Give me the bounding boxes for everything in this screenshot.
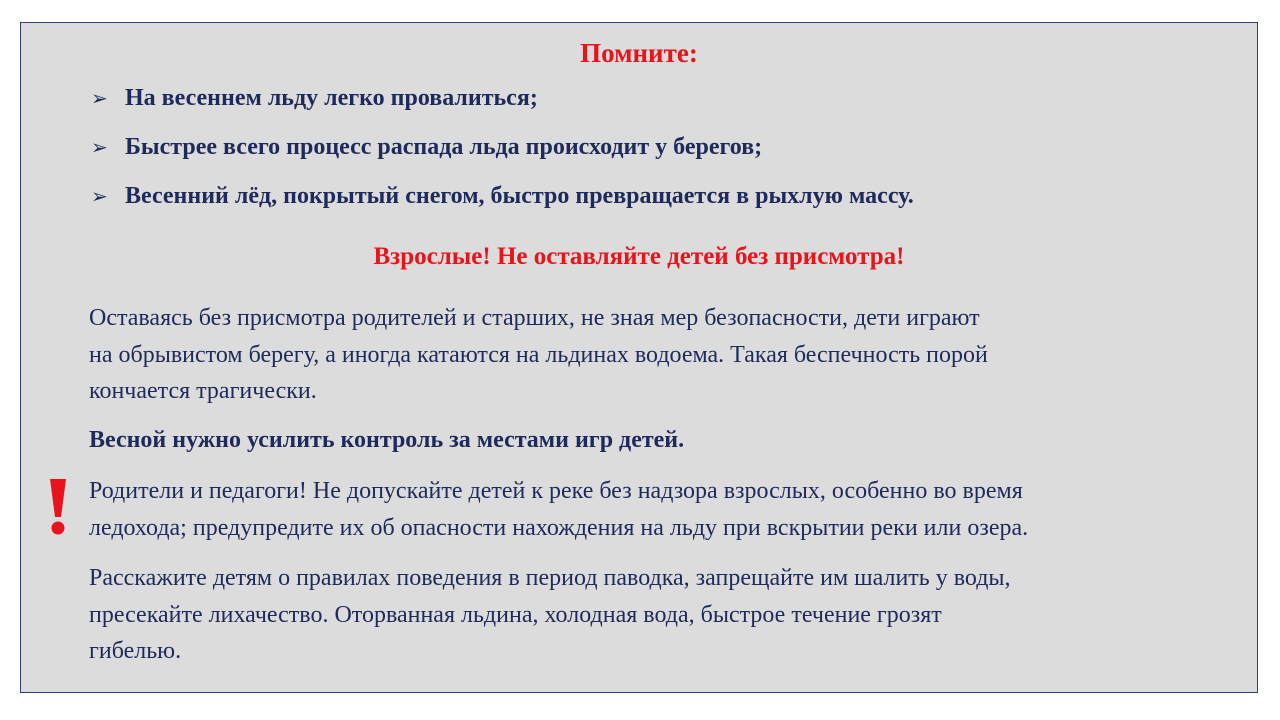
paragraph-control: Весной нужно усилить контроль за местами игр детей.: [89, 427, 685, 453]
list-item: [91, 177, 914, 226]
paragraph-parents: [89, 473, 1209, 546]
exclamation-icon: [45, 477, 71, 537]
arrowhead-bullet-icon: ➢: [91, 135, 108, 159]
bullet-text: На весеннем льду легко провалиться;: [125, 85, 538, 111]
arrowhead-bullet-icon: ➢: [91, 184, 108, 208]
bullet-text: Весенний лёд, покрытый снегом, быстро превращается в рыхлую массу.: [125, 183, 914, 209]
paragraph-line: пресекайте лихачество. Оторванная льдина, холодная вода, быстрое течение грозят: [89, 601, 942, 628]
paragraph-line: Расскажите детям о правилах поведения в период паводка, запрещайте им шалить у воды,: [89, 565, 1011, 591]
paragraph-rules: [89, 560, 1209, 670]
bullet-list: [91, 79, 914, 226]
paragraph-line: кончается трагически.: [89, 378, 317, 404]
paragraph-line: гибелью.: [89, 638, 182, 664]
bullet-text: Быстрее всего процесс распада льда происходит у берегов;: [125, 134, 763, 160]
content-panel: [20, 22, 1258, 693]
paragraph-supervision: [89, 300, 1209, 410]
paragraph-line: Родители и педагоги! Не допускайте детей к реке без надзора взрослых, особенно во время: [89, 478, 1023, 504]
warning-heading: Взрослые! Не оставляйте детей без присмотра!: [373, 243, 905, 270]
paragraph-line: ледохода; предупредите их об опасности нахождения на льду при вскрытии реки или озера.: [89, 514, 1029, 541]
paragraph-line: на обрывистом берегу, а иногда катаются на льдинах водоема. Такая беспечность порой: [89, 341, 988, 368]
list-item: [91, 79, 914, 128]
page-title: Помните:: [580, 38, 698, 68]
list-item: [91, 128, 914, 177]
paragraph-line: Оставаясь без присмотра родителей и старших, не зная мер безопасности, дети играют: [89, 305, 980, 331]
arrowhead-bullet-icon: ➢: [91, 86, 108, 110]
